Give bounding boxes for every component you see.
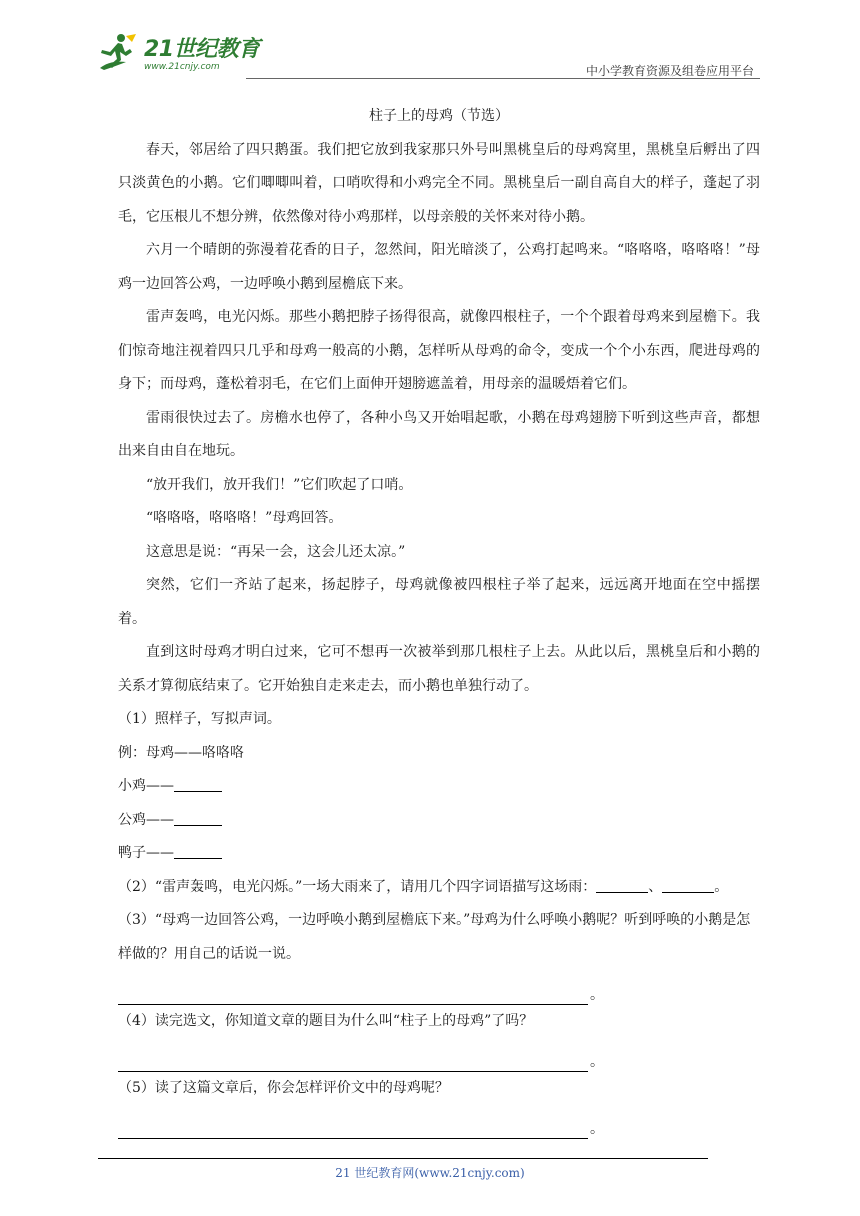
question-2-prompt: （2）“雷声轰鸣，电光闪烁。”一场大雨来了，请用几个四字词语描写这场雨： bbox=[118, 878, 597, 895]
site-logo bbox=[96, 32, 260, 72]
question-2 bbox=[118, 871, 760, 905]
runner-logo-icon bbox=[96, 32, 138, 72]
footer-text: 21 世纪教育网(www.21cnjy.com) bbox=[335, 1166, 525, 1180]
question-5-answer bbox=[118, 1105, 760, 1139]
answer-line[interactable] bbox=[118, 978, 588, 1005]
question-1-example: 例：母鸡——咯咯咯 bbox=[118, 744, 244, 761]
question-3-answer bbox=[118, 971, 760, 1005]
paragraph-4: 雷雨很快过去了。房檐水也停了，各种小鸟又开始唱起歌，小鹅在母鸡翅膀下听到这些声音，都想出来自由自在地玩。 bbox=[118, 409, 760, 459]
logo-text bbox=[144, 38, 260, 72]
question-1-item bbox=[118, 804, 760, 838]
question-1-item bbox=[118, 770, 760, 804]
paragraph-1: 春天，邻居给了四只鹅蛋。我们把它放到我家那只外号叫黑桃皇后的母鸡窝里，黑桃皇后孵出了四只淡黄色的小鹅。它们唧唧叫着，口哨吹得和小鸡完全不同。黑桃皇后一副自高自大的样子，蓬起了羽毛，它压根儿不想分辨，依然像对待小鸡那样，以母亲般的关怀来对待小鹅。 bbox=[118, 141, 760, 225]
answer-blank[interactable] bbox=[596, 876, 648, 893]
logo-main-text: 21世纪教育 bbox=[144, 37, 260, 62]
document-body bbox=[118, 100, 760, 1139]
question-1-prompt: （1）照样子，写拟声词。 bbox=[118, 711, 281, 727]
page-header bbox=[96, 30, 760, 80]
period: 。 bbox=[590, 1120, 604, 1137]
platform-name: 中小学教育资源及组卷应用平台 bbox=[585, 64, 754, 78]
paragraph-2: 六月一个晴朗的弥漫着花香的日子，忽然间，阳光暗淡了，公鸡打起鸣来。“咯咯咯，咯咯咯！”母鸡一边回答公鸡，一边呼唤小鹅到屋檐底下来。 bbox=[118, 242, 760, 292]
question-3-prompt: （3）“母鸡一边回答公鸡，一边呼唤小鹅到屋檐底下来。”母鸡为什么呼唤小鹅呢？听到呼唤的小鹅是怎样做的？用自己的话说一说。 bbox=[118, 912, 751, 962]
answer-blank[interactable] bbox=[174, 775, 222, 792]
paragraph-5: “放开我们，放开我们！”它们吹起了口哨。 bbox=[146, 476, 413, 493]
answer-line[interactable] bbox=[118, 1045, 588, 1072]
answer-blank[interactable] bbox=[174, 809, 222, 826]
passage-title: 柱子上的母鸡（节选） bbox=[369, 108, 509, 124]
period: 。 bbox=[714, 878, 729, 895]
answer-line[interactable] bbox=[118, 1112, 588, 1139]
item-label: 公鸡—— bbox=[118, 811, 174, 828]
paragraph-9: 直到这时母鸡才明白过来，它可不想再一次被举到那几根柱子上去。从此以后，黑桃皇后和小鹅的关系才算彻底结束了。它开始独自走来走去，而小鹅也单独行动了。 bbox=[118, 644, 760, 694]
answer-blank[interactable] bbox=[662, 876, 714, 893]
answer-blank[interactable] bbox=[174, 842, 222, 859]
period: 。 bbox=[590, 986, 604, 1003]
logo-url-text: www.21cnjy.com bbox=[144, 62, 220, 72]
paragraph-6: “咯咯咯，咯咯咯！”母鸡回答。 bbox=[146, 510, 343, 526]
paragraph-8: 突然，它们一齐站了起来，扬起脖子，母鸡就像被四根柱子举了起来，远远离开地面在空中摇摆着。 bbox=[118, 577, 760, 627]
paragraph-7: 这意思是说：“再呆一会，这会儿还太凉。” bbox=[146, 543, 406, 560]
question-1-item bbox=[118, 837, 760, 871]
header-divider bbox=[246, 78, 760, 79]
question-5-prompt: （5）读了这篇文章后，你会怎样评价文中的母鸡呢？ bbox=[118, 1079, 449, 1096]
question-4-prompt: （4）读完选文，你知道文章的题目为什么叫“柱子上的母鸡”了吗？ bbox=[118, 1012, 534, 1029]
separator: 、 bbox=[648, 878, 663, 895]
footer-divider bbox=[98, 1158, 708, 1159]
item-label: 鸭子—— bbox=[118, 845, 174, 861]
paragraph-3: 雷声轰鸣，电光闪烁。那些小鹅把脖子扬得很高，就像四根柱子，一个个跟着母鸡来到屋檐下。我们惊奇地注视着四只几乎和母鸡一般高的小鹅，怎样听从母鸡的命令，变成一个个小东西，爬进母鸡的身下；而母鸡，蓬松着羽毛，在它们上面伸开翅膀遮盖着，用母亲的温暖焐着它们。 bbox=[118, 309, 760, 392]
question-4-answer bbox=[118, 1038, 760, 1072]
period: 。 bbox=[590, 1053, 604, 1070]
item-label: 小鸡—— bbox=[118, 778, 174, 794]
